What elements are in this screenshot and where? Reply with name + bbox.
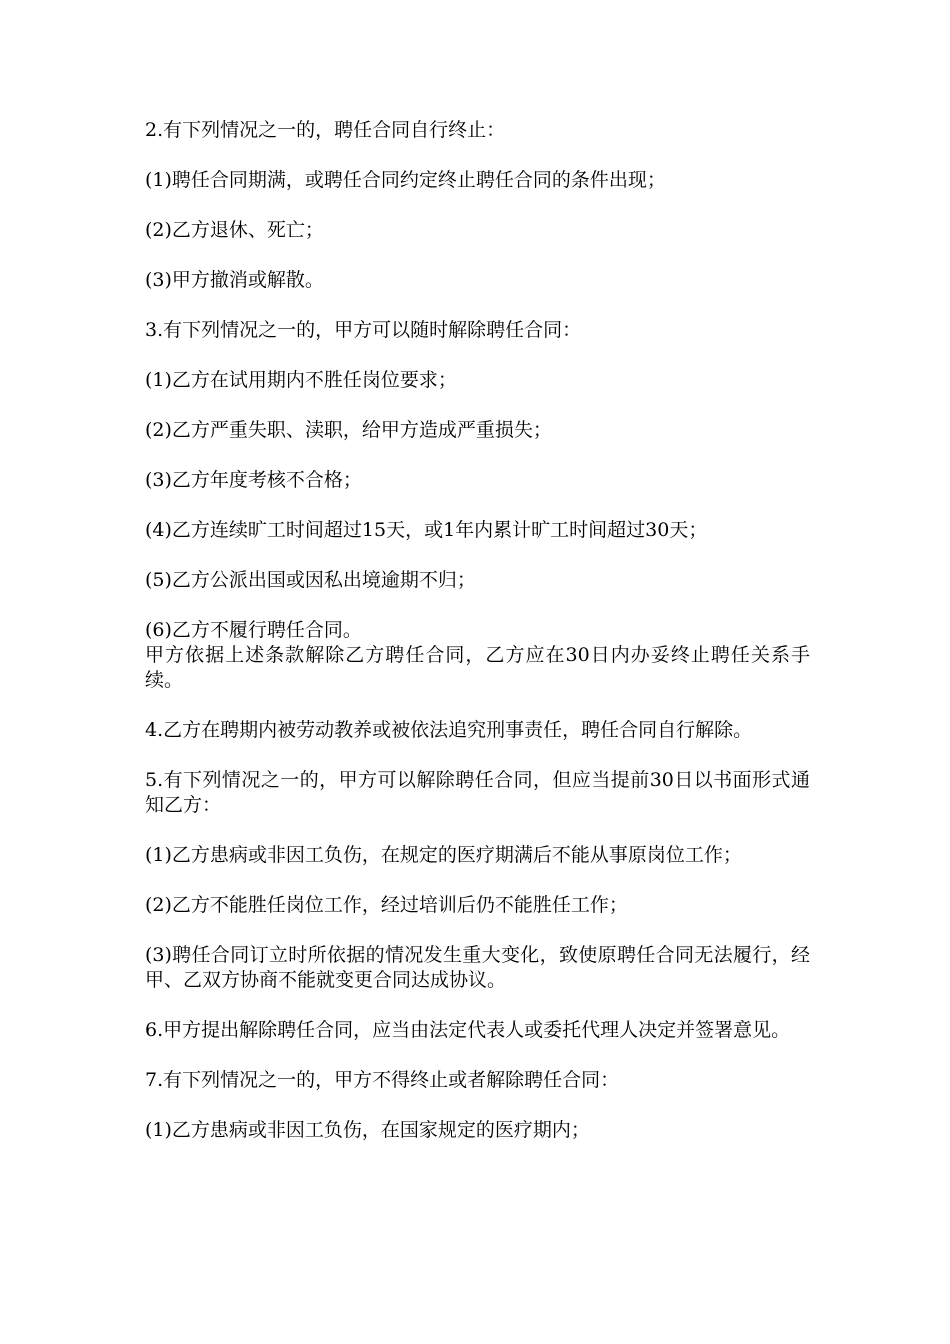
clause-7: 7.有下列情况之一的，甲方不得终止或者解除聘任合同： xyxy=(145,1069,620,1091)
clause-3-item-6: (6)乙方不履行聘任合同。 xyxy=(145,619,362,641)
clause-2-item-3: (3)甲方撤消或解散。 xyxy=(145,269,324,291)
clause-3-item-1: (1)乙方在试用期内不胜任岗位要求； xyxy=(145,369,457,391)
clause-2-item-1: (1)聘任合同期满，或聘任合同约定终止聘任合同的条件出现； xyxy=(145,169,666,191)
clause-3-item-4: (4)乙方连续旷工时间超过15天，或1年内累计旷工时间超过30天； xyxy=(145,519,708,541)
clause-3-note: 甲方依据上述条款解除乙方聘任合同，乙方应在30日内办妥终止聘任关系手续。 xyxy=(145,644,810,691)
clause-3-item-3: (3)乙方年度考核不合格； xyxy=(145,469,362,491)
clause-3-item-2: (2)乙方严重失职、渎职，给甲方造成严重损失； xyxy=(145,419,552,441)
clause-5: 5.有下列情况之一的，甲方可以解除聘任合同，但应当提前30日以书面形式通知乙方： xyxy=(145,769,810,816)
clause-5-item-3: (3)聘任合同订立时所依据的情况发生重大变化，致使原聘任合同无法履行，经甲、乙双方协商不能就变更合同达成协议。 xyxy=(145,944,810,991)
clause-3-item-5: (5)乙方公派出国或因私出境逾期不归； xyxy=(145,569,476,591)
clause-2: 2.有下列情况之一的，聘任合同自行终止： xyxy=(145,119,506,141)
clause-6: 6.甲方提出解除聘任合同，应当由法定代表人或委托代理人决定并签署意见。 xyxy=(145,1019,791,1041)
document-body xyxy=(145,118,810,1168)
clause-5-item-1: (1)乙方患病或非因工负伤，在规定的医疗期满后不能从事原岗位工作； xyxy=(145,844,742,866)
clause-5-item-2: (2)乙方不能胜任岗位工作，经过培训后仍不能胜任工作； xyxy=(145,894,628,916)
clause-7-item-1: (1)乙方患病或非因工负伤，在国家规定的医疗期内； xyxy=(145,1119,590,1141)
clause-3: 3.有下列情况之一的，甲方可以随时解除聘任合同： xyxy=(145,319,582,341)
clause-4: 4.乙方在聘期内被劳动教养或被依法追究刑事责任，聘任合同自行解除。 xyxy=(145,719,753,741)
clause-2-item-2: (2)乙方退休、死亡； xyxy=(145,219,324,241)
